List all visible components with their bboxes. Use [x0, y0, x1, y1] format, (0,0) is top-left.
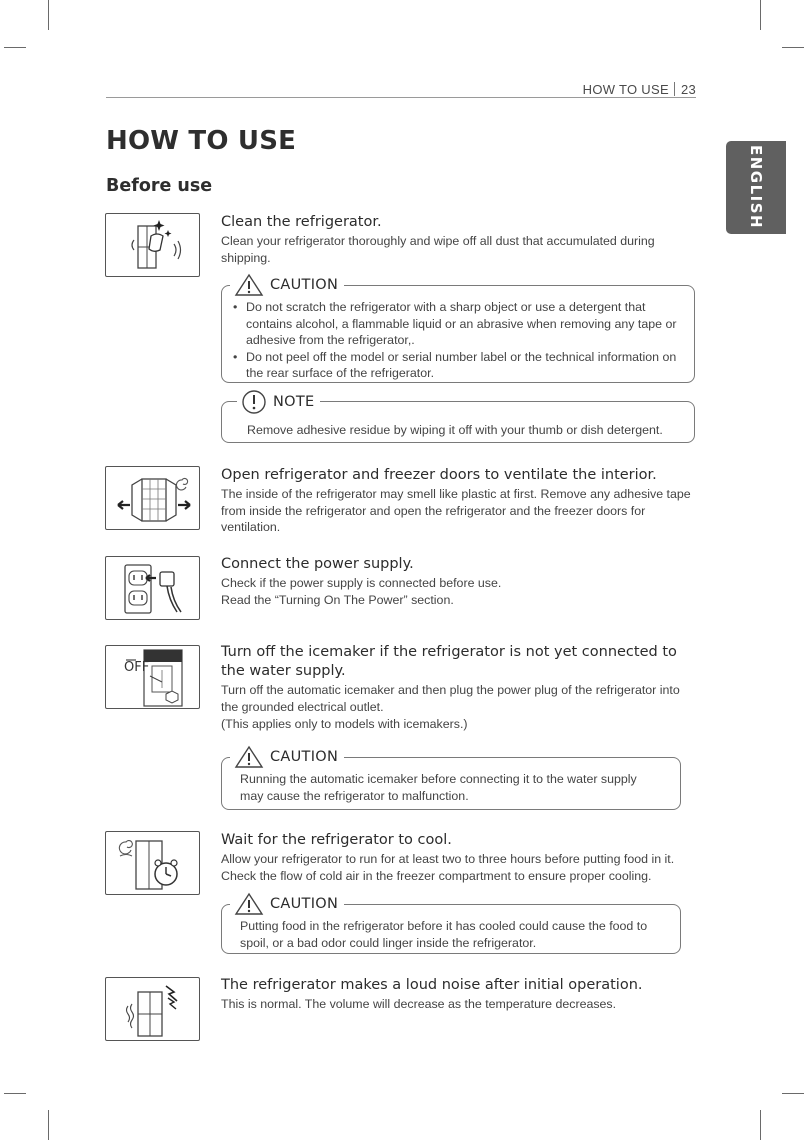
caution-header — [230, 745, 344, 769]
crop-mark — [782, 1093, 804, 1094]
caution-label: CAUTION — [270, 749, 339, 765]
running-header — [583, 82, 696, 97]
section-body: Turn off the automatic icemaker and then plug the power plug of the refrigerator into the grounded electrical outlet. — [221, 683, 680, 714]
cooling-clock-icon — [105, 831, 200, 895]
crop-mark — [4, 47, 26, 48]
note-box — [221, 394, 695, 443]
section-body: Clean your refrigerator thoroughly and wipe off all dust that accumulated during shipping. — [221, 234, 655, 265]
caution-label: CAUTION — [270, 277, 339, 293]
section-title: The refrigerator makes a loud noise after initial operation. — [221, 977, 643, 993]
note-text: Remove adhesive residue by wiping it off with your thumb or dish detergent. — [247, 423, 663, 437]
header-rule — [106, 97, 696, 98]
language-tab — [726, 141, 786, 234]
icemaker-off-icon — [105, 645, 200, 709]
section-cool — [221, 831, 699, 884]
caution-box — [221, 896, 681, 954]
section-subtitle: Before use — [106, 176, 213, 196]
section-body-line: Check if the power supply is connected before use. — [221, 576, 502, 590]
page-title: HOW TO USE — [106, 126, 297, 156]
section-title: Wait for the refrigerator to cool. — [221, 832, 452, 848]
icemaker-off-label: OFF — [124, 660, 150, 675]
caution-text: Putting food in the refrigerator before it has cooled could cause the food to spoil, or a bad odor could linger inside the refrigerator. — [240, 919, 648, 950]
section-clean — [221, 213, 699, 266]
section-power — [221, 555, 699, 608]
caution-header — [230, 892, 344, 916]
language-tab-label: ENGLISH — [747, 145, 765, 230]
cleaning-icon — [105, 213, 200, 277]
caution-header — [230, 273, 344, 297]
caution-list — [231, 299, 681, 382]
section-title: Clean the refrigerator. — [221, 214, 382, 230]
caution-label: CAUTION — [270, 896, 339, 912]
caution-box — [221, 277, 695, 383]
section-title: Turn off the icemaker if the refrigerator is not yet connected to the water supply. — [221, 644, 677, 679]
section-body: The inside of the refrigerator may smell like plastic at first. Remove any adhesive tape from inside the refrigerator and open the refrigerator and the freezer doors for ventilation. — [221, 487, 691, 534]
header-separator — [674, 82, 675, 96]
noise-icon — [105, 977, 200, 1041]
open-doors-icon — [105, 466, 200, 530]
section-body: Allow your refrigerator to run for at least two to three hours before putting food in it. Check the flow of cold air in the freezer compartment to ensure proper cooling. — [221, 852, 675, 883]
caution-text: Running the automatic icemaker before connecting it to the water supply may cause the refrigerator to malfunction. — [240, 772, 637, 803]
list-item: • Do not peel off the model or serial number label or the technical information on the rear surface of the refrigerator. — [231, 349, 681, 382]
crop-mark — [782, 47, 804, 48]
note-label: NOTE — [273, 394, 315, 410]
warning-triangle-icon — [234, 273, 264, 297]
warning-triangle-icon — [234, 745, 264, 769]
page-number: 23 — [680, 82, 696, 97]
info-circle-icon — [241, 389, 267, 415]
section-icemaker — [221, 643, 699, 733]
crop-mark — [760, 1110, 761, 1140]
power-outlet-icon — [105, 556, 200, 620]
list-item: • Do not scratch the refrigerator with a sharp object or use a detergent that contains alcohol, a flammable liquid or an abrasive when removing any tape or adhesive from the refrigerator,. — [231, 299, 681, 349]
section-title: Open refrigerator and freezer doors to ventilate the interior. — [221, 467, 657, 483]
crop-mark — [4, 1093, 26, 1094]
section-body-note: (This applies only to models with icemakers.) — [221, 717, 468, 731]
section-title: Connect the power supply. — [221, 556, 414, 572]
running-header-section: HOW TO USE — [582, 82, 669, 97]
crop-mark — [760, 0, 761, 30]
caution-box — [221, 749, 681, 810]
crop-mark — [48, 0, 49, 30]
crop-mark — [48, 1110, 49, 1140]
section-body-line: Read the “Turning On The Power” section. — [221, 592, 454, 607]
section-body: This is normal. The volume will decrease as the temperature decreases. — [221, 997, 617, 1011]
note-header — [237, 389, 320, 415]
section-ventilate — [221, 466, 699, 536]
warning-triangle-icon — [234, 892, 264, 916]
section-noise — [221, 976, 699, 1013]
